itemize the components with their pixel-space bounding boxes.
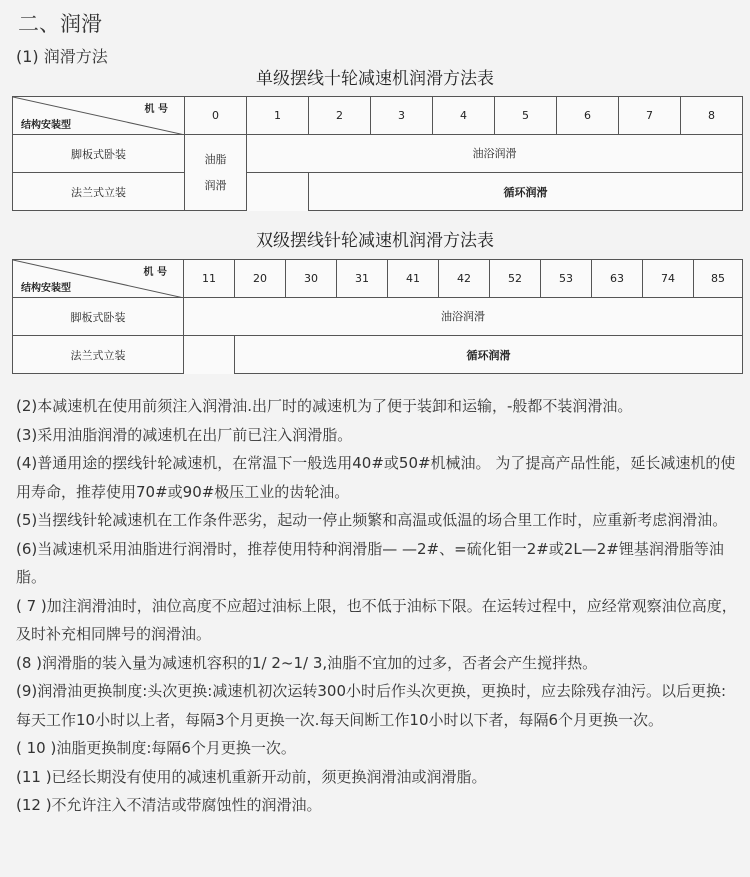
grease-line1: 油脂 [204, 152, 227, 166]
table1-title: 单级摆线十轮减速机润滑方法表 [256, 69, 494, 89]
table1-col-header: 3 [371, 97, 433, 135]
table2-row-label-foot-mount: 脚板式卧装 [13, 298, 184, 336]
table1-grease-cell [185, 135, 247, 211]
table1-col-header: 1 [247, 97, 309, 135]
table2-col-header: 42 [439, 260, 490, 298]
oil-bath-label: 油浴润滑 [441, 310, 485, 323]
table1-header-diagonal-cell [13, 97, 185, 135]
table1-oil-bath-continuation [247, 173, 309, 211]
table1-row-label-flange-mount: 法兰式立装 [13, 173, 185, 211]
lubrication-instructions [16, 392, 740, 820]
table2-col-header: 74 [643, 260, 694, 298]
table2-col-header: 31 [337, 260, 388, 298]
table2-col-header: 11 [184, 260, 235, 298]
table2-col-header: 41 [388, 260, 439, 298]
table1-oil-bath-cell [247, 135, 743, 173]
table2-circulation-cell [235, 336, 743, 374]
table2-col-header: 52 [490, 260, 541, 298]
paragraph: (2)本减速机在使用前须注入润滑油.出厂时的减速机为了便于装卸和运输，-般都不装润滑油。 [16, 397, 633, 415]
paragraph: ( 7 )加注润滑油时，油位高度不应超过油标上限，也不低于油标下限。在运转过程中，应经常观察油位高度，及时补充相同牌号的润滑油。 [16, 596, 737, 643]
subsection-title: (1) 润滑方法 [16, 47, 108, 66]
table1-col-header: 0 [185, 97, 247, 135]
table1-row-label-foot-mount: 脚板式卧装 [13, 135, 185, 173]
paragraph: (6)当减速机采用油脂进行润滑时，推荐使用特种润滑脂— —2#、=硫化钼一2#或2L—2#锂基润滑脂等油脂。 [16, 539, 724, 586]
section-title: 二、润滑 [18, 12, 102, 36]
table2-col-header: 85 [694, 260, 743, 298]
table2-oil-bath-continuation [184, 336, 235, 374]
paragraph: (4)普通用途的摆线针轮减速机，在常温下一般选用40#或50#机械油。 为了提高产品性能，延长减速机的使用寿命，推荐使用70#或90#极压工业的齿轮油。 [16, 454, 736, 501]
paragraph: (5)当摆线针轮减速机在工作条件恶劣，起动一停止频繁和高温或低温的场合里工作时，应重新考虑润滑油。 [16, 511, 728, 529]
table2-col-header: 63 [592, 260, 643, 298]
single-stage-lubrication-table [12, 96, 743, 211]
table1-col-header: 7 [619, 97, 681, 135]
table2-col-header: 20 [235, 260, 286, 298]
circulation-label: 循环润滑 [503, 185, 548, 199]
table1-col-header: 5 [495, 97, 557, 135]
table1-col-header: 6 [557, 97, 619, 135]
paragraph: (12 )不允许注入不清洁或带腐蚀性的润滑油。 [16, 796, 322, 814]
table1-col-header: 8 [681, 97, 743, 135]
paragraph: (3)采用油脂润滑的减速机在出厂前已注入润滑脂。 [16, 425, 353, 444]
paragraph: (8 )润滑脂的装入量为减速机容积的1/ 2~1/ 3,油脂不宜加的过多，否者会产生搅拌热。 [16, 653, 598, 672]
grease-line2: 润滑 [204, 178, 227, 192]
table2-header-machine-no: 机 号 [143, 267, 167, 278]
table1-header-machine-no: 机 号 [144, 104, 168, 115]
circulation-label: 循环润滑 [466, 348, 511, 362]
table2-col-header: 30 [286, 260, 337, 298]
table2-header-mount-type: 结构安装型 [21, 283, 71, 294]
paragraph: (9)润滑油更换制度:头次更换:减速机初次运转300小时后作头次更换，更换时，应去除残存油污。以后更换:每天工作10小时以上者，每隔3个月更换一次.每天间断工作10小时以下者，每隔6个月更换一次。 [16, 682, 727, 729]
table1-col-header: 4 [433, 97, 495, 135]
table2-header-diagonal-cell [13, 260, 184, 298]
table1-header-mount-type: 结构安装型 [21, 120, 71, 131]
table2-row-label-flange-mount: 法兰式立装 [13, 336, 184, 374]
paragraph: ( 10 )油脂更换制度:每隔6个月更换一次。 [16, 739, 296, 757]
table1-col-header: 2 [309, 97, 371, 135]
table1-circulation-cell [309, 173, 743, 211]
table2-oil-bath-cell [184, 298, 743, 336]
double-stage-lubrication-table [12, 259, 743, 374]
paragraph: (11 )已经长期没有使用的减速机重新开动前，须更换润滑油或润滑脂。 [16, 767, 487, 786]
table2-col-header: 53 [541, 260, 592, 298]
oil-bath-label: 油浴润滑 [472, 147, 517, 160]
table2-title: 双级摆线针轮减速机润滑方法表 [256, 231, 494, 251]
